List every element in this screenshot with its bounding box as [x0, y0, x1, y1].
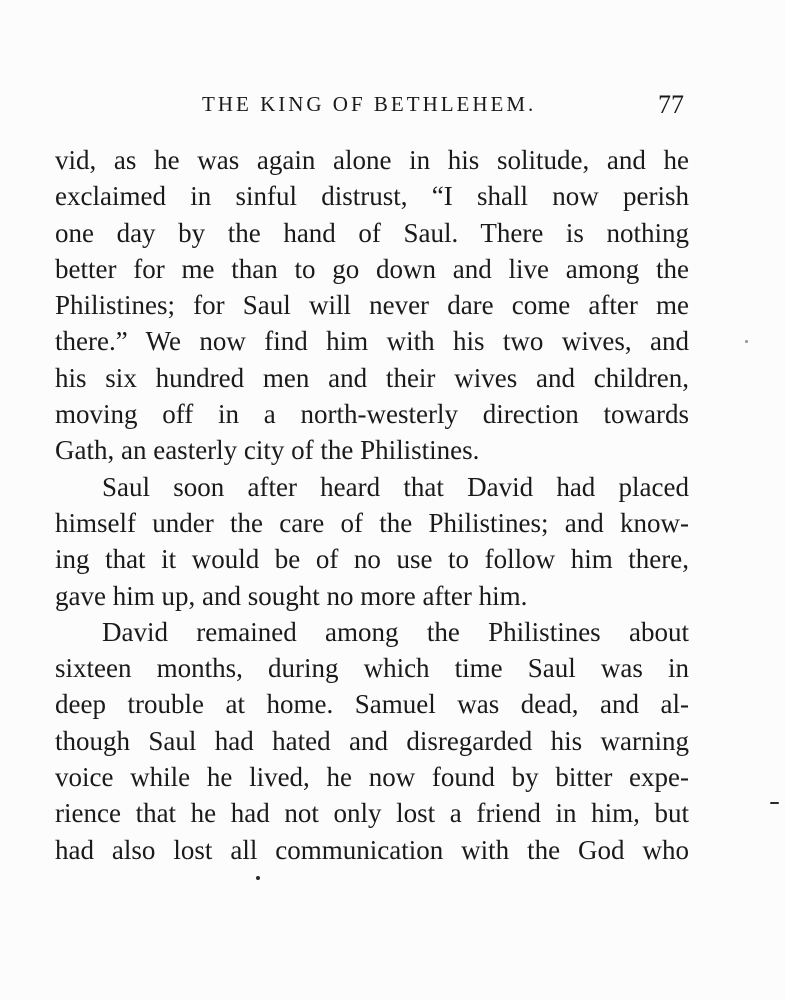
- text-line: vid, as he was again alone in his solitude, and he: [55, 145, 689, 175]
- text-line: deep trouble at home. Samuel was dead, and al-: [55, 689, 689, 720]
- text-line: though Saul had hated and disregarded his warning: [55, 725, 689, 756]
- print-speck: [256, 876, 260, 880]
- text-line: David remained among the Philistines about: [102, 616, 689, 647]
- text-line: himself under the care of the Philistines; and know-: [55, 507, 689, 538]
- text-line: voice while he lived, he now found by bitter expe-: [55, 762, 689, 793]
- text-line: Saul soon after heard that David had placed: [102, 471, 689, 502]
- body-text: [55, 142, 689, 868]
- text-line: sixteen months, during which time Saul was in: [55, 653, 689, 684]
- text-line: better for me than to go down and live among the: [55, 253, 689, 284]
- text-line: Gath, an easterly city of the Philistines.: [55, 435, 480, 466]
- text-line: exclaimed in sinful distrust, “I shall now perish: [55, 181, 689, 212]
- running-title: THE KING OF BETHLEHEM.: [202, 92, 537, 116]
- text-line: his six hundred men and their wives and children,: [55, 362, 689, 393]
- text-line: ing that it would be of no use to follow him there,: [55, 544, 689, 575]
- page-number: 77: [658, 90, 684, 119]
- text-line: Philistines; for Saul will never dare come after me: [55, 290, 689, 321]
- text-line: had also lost all communication with the God who: [55, 834, 689, 865]
- text-line: moving off in a north-westerly direction towards: [55, 399, 689, 430]
- text-line: rience that he had not only lost a friend in him, but: [55, 798, 689, 829]
- text-line: gave him up, and sought no more after him.: [55, 580, 528, 611]
- page-header: [52, 90, 692, 126]
- text-line: there.” We now find him with his two wives, and: [55, 326, 689, 357]
- text-line: one day by the hand of Saul. There is nothing: [55, 217, 689, 248]
- print-speck: [745, 340, 748, 343]
- print-speck: [770, 802, 779, 804]
